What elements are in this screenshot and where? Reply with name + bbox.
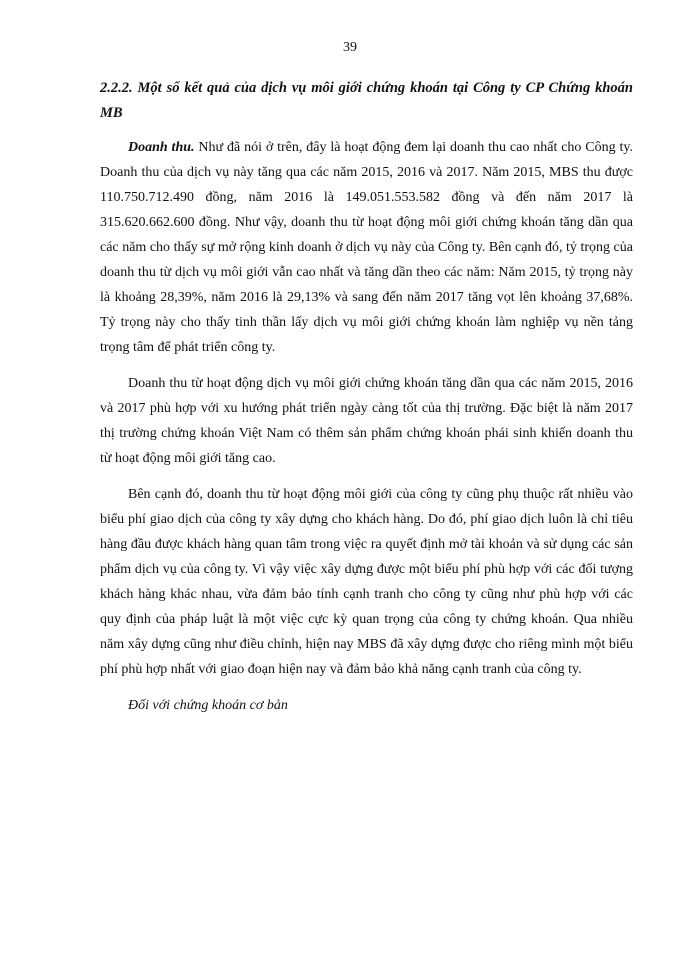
paragraph-market-trend: Doanh thu từ hoạt động dịch vụ môi giới chứng khoán tăng dần qua các năm 2015, 2016 và 2017 phù hợp với xu hướng phát triển ngày càng tốt của thị trường. Đặc biệt là năm 2017 thị trường chứng khoán Việt Nam có thêm sản phẩm chứng khoán phái sinh khiến doanh thu từ hoạt động môi giới tăng cao.: [100, 376, 633, 466]
paragraph-text: Như đã nói ở trên, đây là hoạt động đem lại doanh thu cao nhất cho Công ty. Doanh thu của dịch vụ này tăng qua các năm 2015, 2016 và 2017. Năm 2015, MBS thu được 110.750.712.490 đồng, năm 2016 là 149.051.553.582 đồng và đến năm 2017 là 315.620.662.600 đồng. Như vậy, doanh thu từ hoạt động môi giới chứng khoán tăng dần qua các năm cho thấy sự mở rộng kinh doanh ở dịch vụ này của Công ty. Bên cạnh đó, tỷ trọng của doanh thu từ dịch vụ môi giới vẫn cao nhất và tăng dần theo các năm: Năm 2015, tỷ trọng này là khoảng 28,39%, năm 2016 là 29,13% và sang đến năm 2017 tăng vọt lên khoảng 37,68%. Tỷ trọng này cho thấy tinh thần lấy dịch vụ môi giới chứng khoán làm nghiệp vụ nền tảng trọng tâm để phát triển công ty.: [100, 140, 633, 355]
page-content: [100, 76, 633, 718]
paragraph-revenue: [100, 135, 633, 360]
section-heading: 2.2.2. Một số kết quả của dịch vụ môi giới chứng khoán tại Công ty CP Chứng khoán MB: [100, 80, 633, 121]
paragraph-lead-term: Doanh thu.: [128, 140, 195, 155]
page-number: 39: [343, 40, 357, 55]
subheading-basic-securities: Đối với chứng khoán cơ bản: [128, 698, 288, 713]
paragraph-fee-schedule: Bên cạnh đó, doanh thu từ hoạt động môi giới của công ty cũng phụ thuộc rất nhiều vào biểu phí giao dịch của công ty xây dựng cho khách hàng. Do đó, phí giao dịch luôn là chỉ tiêu hàng đầu được khách hàng quan tâm trong việc ra quyết định mở tài khoản và sử dụng các sản phẩm dịch vụ của công ty. Vì vậy việc xây dựng được một biểu phí phù hợp với các đối tượng khách hàng khác nhau, vừa đảm bảo tính cạnh tranh cho công ty cũng như phù hợp với các quy định của pháp luật là một việc cực kỳ quan trọng của công ty chứng khoán. Qua nhiều năm xây dựng cũng như điều chỉnh, hiện nay MBS đã xây dựng được cho riêng mình một biểu phí phù hợp nhất với giao đoạn hiện nay và đảm bảo khả năng cạnh tranh của công ty.: [100, 487, 633, 677]
